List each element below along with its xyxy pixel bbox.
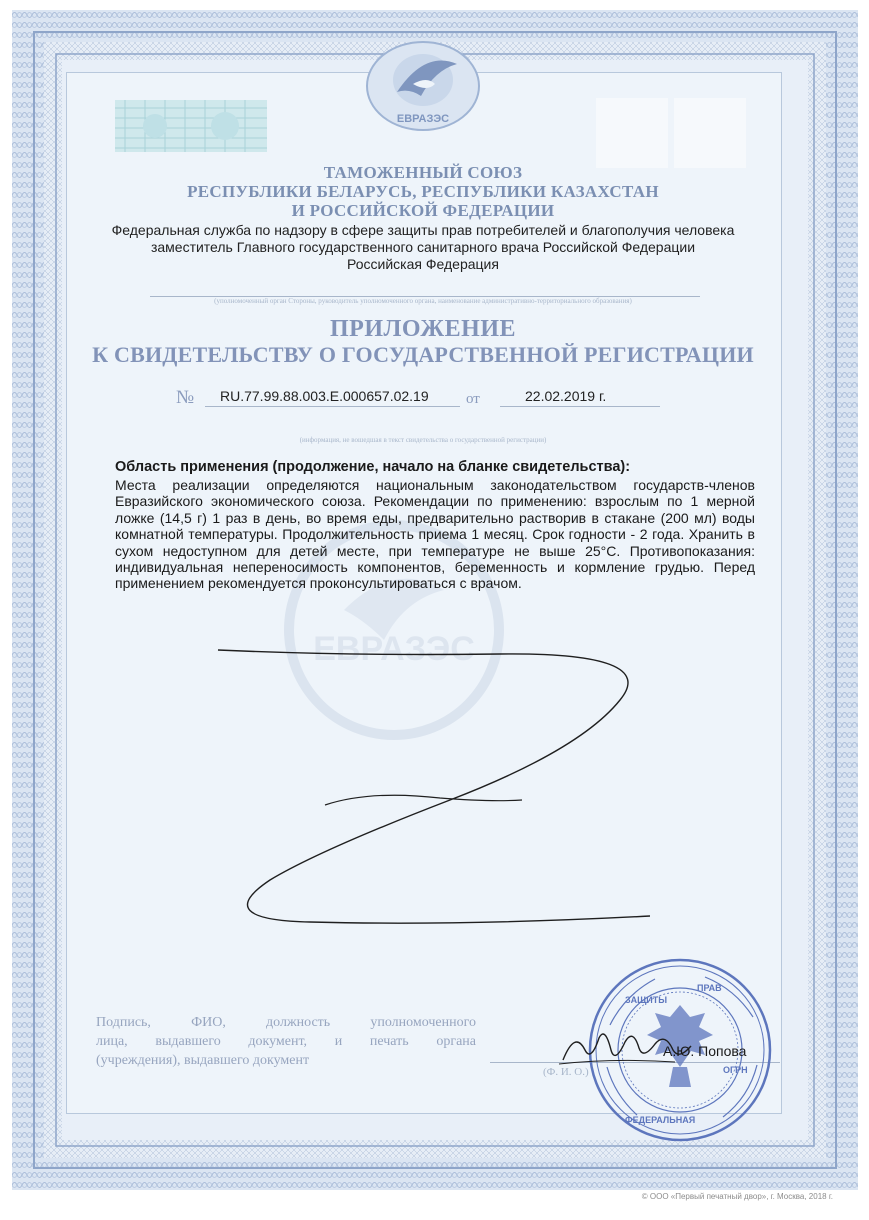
scope-line: комнатной температуры. Продолжительность приема 1 месяц. Срок годности - 2 года. Хранить в bbox=[115, 526, 755, 543]
fio-caption: (Ф. И. О.) bbox=[543, 1066, 589, 1078]
signature-label-line: лица, выдавшего документ, и печать органа bbox=[96, 1034, 476, 1049]
union-title-line-2: РЕСПУБЛИКИ БЕЛАРУСЬ, РЕСПУБЛИКИ КАЗАХСТАН bbox=[187, 182, 659, 201]
signature-label-line: (учреждения), выдавшего документ bbox=[96, 1053, 310, 1068]
scope-line: сухом недоступном для детей месте, при температуре не выше 25°С. Противопоказания: bbox=[115, 542, 755, 559]
blank-field-box bbox=[596, 98, 746, 168]
info-caption: (информация, не вошедшая в текст свидетельства о государственной регистрации) bbox=[299, 436, 547, 444]
scope-line: индивидуальная непереносимость компонентов, беременность и кормление грудью. Перед bbox=[115, 559, 755, 576]
date-underline bbox=[500, 406, 660, 407]
svg-text:ПРАВ: ПРАВ bbox=[697, 983, 722, 993]
svg-text:ОГРН: ОГРН bbox=[723, 1065, 748, 1075]
registration-date: 22.02.2019 г. bbox=[525, 388, 607, 404]
scope-line: применением рекомендуется проконсультироваться с врачом. bbox=[115, 575, 522, 592]
printer-credit: © ООО «Первый печатный двор», г. Москва, 2018 г. bbox=[641, 1192, 833, 1201]
signatory-name: А.Ю. Попова bbox=[663, 1043, 747, 1059]
scope-heading: Область применения (продолжение, начало на бланке свидетельства): bbox=[115, 459, 631, 475]
authority-line-2: заместитель Главного государственного санитарного врача Российской Федерации bbox=[150, 239, 696, 255]
emblem-label: ЕВРАЗЭС bbox=[396, 113, 450, 125]
union-title-line-1: ТАМОЖЕННЫЙ СОЮЗ bbox=[323, 163, 523, 182]
svg-text:ЕВРАЗЭС: ЕВРАЗЭС bbox=[313, 630, 475, 668]
number-underline bbox=[205, 406, 460, 407]
svg-text:ФЕДЕРАЛЬНАЯ: ФЕДЕРАЛЬНАЯ bbox=[625, 1115, 696, 1125]
union-title-line-3: И РОССИЙСКОЙ ФЕДЕРАЦИИ bbox=[291, 201, 555, 220]
scope-line: Евразийского экономического союза. Рекомендации по применению: взрослым по 1 мерной bbox=[115, 493, 755, 510]
authority-line-1: Федеральная служба по надзору в сфере защиты прав потребителей и благополучия человека bbox=[111, 222, 735, 238]
authority-caption: (уполномоченный орган Стороны, руководитель уполномоченного органа, наименование административно-территориального образования) bbox=[214, 297, 632, 305]
scope-line: Места реализации определяются национальным законодательством государств-членов bbox=[115, 477, 755, 493]
appendix-subtitle: К СВИДЕТЕЛЬСТВУ О ГОСУДАРСТВЕННОЙ РЕГИСТРАЦИИ bbox=[92, 342, 754, 367]
scope-paragraph bbox=[115, 477, 755, 592]
eurasec-emblem-icon bbox=[365, 40, 481, 132]
appendix-title: ПРИЛОЖЕНИЕ bbox=[329, 316, 517, 342]
number-sign: № bbox=[176, 387, 195, 408]
signature-label-line: Подпись, ФИО, должность уполномоченного bbox=[96, 1015, 476, 1030]
scope-line: ложке (14,5 г) 1 раз в день, во время еды, предварительно растворив в стакане (200 мл) воды bbox=[115, 509, 755, 526]
svg-text:ЗАЩИТЫ: ЗАЩИТЫ bbox=[625, 995, 668, 1005]
signature-label bbox=[96, 1013, 476, 1070]
z-cancellation-mark bbox=[200, 630, 660, 930]
authority-line-3: Российская Федерация bbox=[347, 256, 499, 272]
registration-number: RU.77.99.88.003.E.000657.02.19 bbox=[220, 388, 429, 404]
hologram-sticker bbox=[115, 100, 267, 152]
date-prefix: от bbox=[466, 391, 480, 407]
